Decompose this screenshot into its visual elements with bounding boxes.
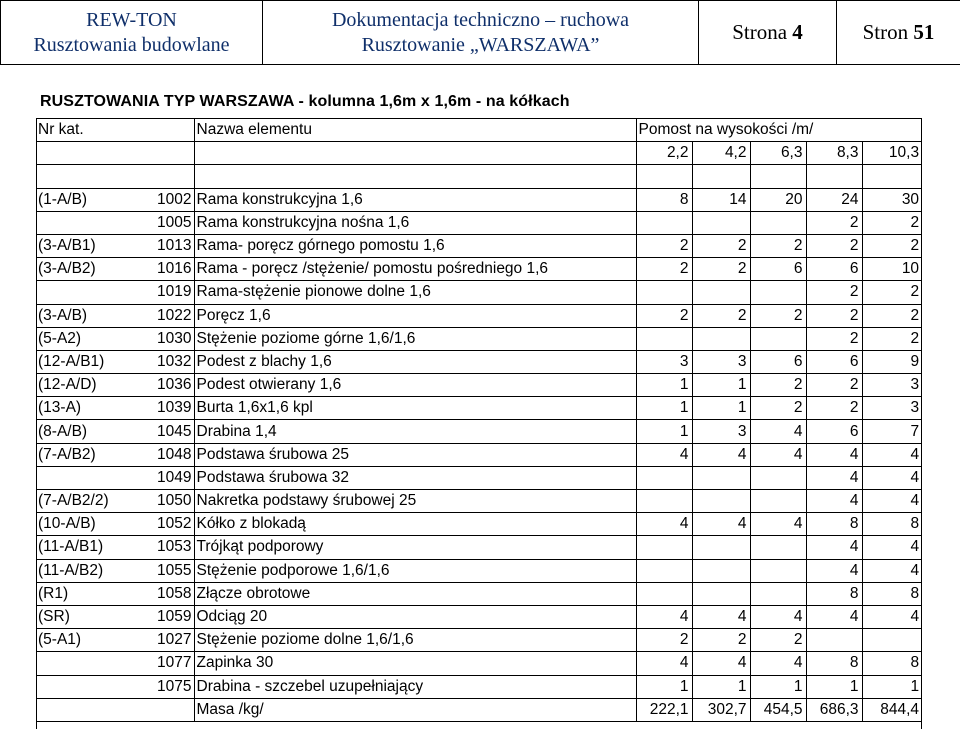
quantity-cell: 4 — [862, 559, 922, 582]
spacer-cell — [194, 165, 636, 188]
quantity-cell: 2 — [862, 211, 922, 234]
element-name: Podstawa śrubowa 25 — [194, 443, 636, 466]
quantity-cell: 2 — [862, 327, 922, 350]
parts-table — [36, 118, 922, 722]
table-row — [36, 559, 922, 582]
catalog-number — [36, 211, 132, 234]
page-number-cell — [699, 1, 837, 65]
quantity-cell: 2 — [750, 629, 806, 652]
table-header-row — [36, 119, 922, 142]
element-id: 1039 — [132, 397, 194, 420]
quantity-cell: 3 — [862, 397, 922, 420]
quantity-cell: 4 — [862, 536, 922, 559]
element-id: 1059 — [132, 605, 194, 628]
quantity-cell: 2 — [806, 304, 862, 327]
height-value: 6,3 — [750, 142, 806, 165]
quantity-cell — [636, 211, 692, 234]
element-id: 1005 — [132, 211, 194, 234]
quantity-cell: 3 — [862, 374, 922, 397]
height-value: 10,3 — [862, 142, 922, 165]
quantity-cell — [636, 536, 692, 559]
table-row — [36, 443, 922, 466]
quantity-cell — [636, 559, 692, 582]
catalog-number — [36, 281, 132, 304]
quantity-cell: 4 — [750, 420, 806, 443]
quantity-cell — [692, 327, 750, 350]
quantity-cell: 24 — [806, 188, 862, 211]
element-name: Burta 1,6x1,6 kpl — [194, 397, 636, 420]
table-row — [36, 304, 922, 327]
catalog-number — [36, 466, 132, 489]
quantity-cell: 2 — [750, 397, 806, 420]
table-row — [36, 675, 922, 698]
spacer-cell — [806, 165, 862, 188]
quantity-cell — [692, 281, 750, 304]
pages-label: Stron — [862, 20, 909, 44]
spacer-cell — [692, 165, 750, 188]
quantity-cell: 4 — [862, 466, 922, 489]
element-name: Poręcz 1,6 — [194, 304, 636, 327]
quantity-cell: 1 — [636, 374, 692, 397]
quantity-cell — [692, 582, 750, 605]
quantity-cell: 7 — [862, 420, 922, 443]
catalog-number: (7-A/B2/2) — [36, 490, 132, 513]
element-name: Podest otwierany 1,6 — [194, 374, 636, 397]
quantity-cell — [750, 559, 806, 582]
mass-value: 222,1 — [636, 698, 692, 721]
quantity-cell: 4 — [862, 443, 922, 466]
quantity-cell: 2 — [806, 211, 862, 234]
quantity-cell: 3 — [692, 350, 750, 373]
element-name: Rama - poręcz /stężenie/ pomostu pośredniego 1,6 — [194, 258, 636, 281]
catalog-number: (3-A/B2) — [36, 258, 132, 281]
quantity-cell: 6 — [750, 350, 806, 373]
quantity-cell: 1 — [636, 397, 692, 420]
quantity-cell: 2 — [862, 281, 922, 304]
element-name: Drabina 1,4 — [194, 420, 636, 443]
catalog-number: (3-A/B1) — [36, 234, 132, 257]
mass-blank-id — [132, 698, 194, 721]
quantity-cell: 2 — [636, 234, 692, 257]
quantity-cell: 2 — [806, 327, 862, 350]
quantity-cell: 30 — [862, 188, 922, 211]
catalog-number: (10-A/B) — [36, 513, 132, 536]
element-name: Podest z blachy 1,6 — [194, 350, 636, 373]
catalog-number: (5-A1) — [36, 629, 132, 652]
quantity-cell: 8 — [806, 652, 862, 675]
quantity-cell: 2 — [750, 304, 806, 327]
table-row — [36, 374, 922, 397]
element-id: 1032 — [132, 350, 194, 373]
document-cell — [263, 1, 699, 65]
catalog-number: (12-A/D) — [36, 374, 132, 397]
element-id: 1045 — [132, 420, 194, 443]
page-total-cell — [837, 1, 960, 65]
element-id: 1036 — [132, 374, 194, 397]
table-row — [36, 536, 922, 559]
catalog-number: (8-A/B) — [36, 420, 132, 443]
quantity-cell: 2 — [806, 397, 862, 420]
quantity-cell: 4 — [806, 466, 862, 489]
quantity-cell: 4 — [636, 443, 692, 466]
page-label: Strona — [732, 20, 788, 44]
quantity-cell: 6 — [806, 420, 862, 443]
element-id: 1075 — [132, 675, 194, 698]
quantity-cell — [692, 490, 750, 513]
quantity-cell: 8 — [862, 582, 922, 605]
height-value: 8,3 — [806, 142, 862, 165]
pages-total: 51 — [913, 20, 935, 44]
element-name: Rama-stężenie pionowe dolne 1,6 — [194, 281, 636, 304]
element-id: 1013 — [132, 234, 194, 257]
element-id: 1049 — [132, 466, 194, 489]
quantity-cell: 6 — [806, 258, 862, 281]
element-id: 1077 — [132, 652, 194, 675]
quantity-cell: 4 — [636, 652, 692, 675]
quantity-cell — [636, 327, 692, 350]
element-name: Rama- poręcz górnego pomostu 1,6 — [194, 234, 636, 257]
table-row — [36, 281, 922, 304]
element-name: Rama konstrukcyjna 1,6 — [194, 188, 636, 211]
quantity-cell: 1 — [636, 675, 692, 698]
heights-blank-cat — [36, 142, 132, 165]
catalog-number: (R1) — [36, 582, 132, 605]
quantity-cell — [750, 281, 806, 304]
quantity-cell: 4 — [692, 443, 750, 466]
quantity-cell: 4 — [806, 490, 862, 513]
mass-value: 686,3 — [806, 698, 862, 721]
catalog-number: (7-A/B2) — [36, 443, 132, 466]
height-value: 2,2 — [636, 142, 692, 165]
catalog-number: (11-A/B2) — [36, 559, 132, 582]
element-name: Trójkąt podporowy — [194, 536, 636, 559]
quantity-cell: 4 — [692, 513, 750, 536]
quantity-cell: 14 — [692, 188, 750, 211]
quantity-cell: 2 — [862, 304, 922, 327]
table-row — [36, 327, 922, 350]
document-title: Dokumentacja techniczno – ruchowa — [331, 8, 630, 31]
catalog-number — [36, 652, 132, 675]
element-id: 1055 — [132, 559, 194, 582]
element-name: Rama konstrukcyjna nośna 1,6 — [194, 211, 636, 234]
quantity-cell — [750, 490, 806, 513]
element-name: Złącze obrotowe — [194, 582, 636, 605]
quantity-cell — [636, 281, 692, 304]
table-heights-row — [36, 142, 922, 165]
quantity-cell: 4 — [636, 605, 692, 628]
spacer-cell — [636, 165, 692, 188]
quantity-cell: 2 — [806, 234, 862, 257]
table-row — [36, 513, 922, 536]
table-row — [36, 234, 922, 257]
element-id: 1016 — [132, 258, 194, 281]
mass-value: 454,5 — [750, 698, 806, 721]
header-id-blank — [132, 119, 194, 142]
mass-blank-cat — [36, 698, 132, 721]
quantity-cell: 3 — [636, 350, 692, 373]
quantity-cell: 4 — [806, 605, 862, 628]
catalog-number: (3-A/B) — [36, 304, 132, 327]
quantity-cell: 8 — [862, 513, 922, 536]
quantity-cell: 1 — [692, 675, 750, 698]
element-name: Kółko z blokadą — [194, 513, 636, 536]
quantity-cell — [636, 582, 692, 605]
element-id: 1019 — [132, 281, 194, 304]
quantity-cell: 2 — [636, 629, 692, 652]
element-name: Odciąg 20 — [194, 605, 636, 628]
quantity-cell: 8 — [636, 188, 692, 211]
quantity-cell: 3 — [692, 420, 750, 443]
quantity-cell: 4 — [750, 605, 806, 628]
header-catalog-number: Nr kat. — [36, 119, 132, 142]
quantity-cell: 4 — [750, 443, 806, 466]
quantity-cell: 2 — [692, 629, 750, 652]
quantity-cell: 1 — [806, 675, 862, 698]
mass-value: 302,7 — [692, 698, 750, 721]
quantity-cell: 1 — [692, 374, 750, 397]
element-name: Drabina - szczebel uzupełniający — [194, 675, 636, 698]
quantity-cell: 4 — [806, 536, 862, 559]
element-name: Stężenie poziome górne 1,6/1,6 — [194, 327, 636, 350]
quantity-cell — [636, 490, 692, 513]
table-row — [36, 466, 922, 489]
header-element-name: Nazwa elementu — [194, 119, 636, 142]
quantity-cell — [750, 466, 806, 489]
element-id: 1052 — [132, 513, 194, 536]
quantity-cell: 2 — [750, 234, 806, 257]
quantity-cell — [692, 211, 750, 234]
spacer-cell — [862, 165, 922, 188]
quantity-cell: 1 — [692, 397, 750, 420]
quantity-cell: 8 — [862, 652, 922, 675]
quantity-cell: 2 — [692, 234, 750, 257]
table-row — [36, 211, 922, 234]
quantity-cell: 2 — [862, 234, 922, 257]
quantity-cell — [750, 536, 806, 559]
quantity-cell: 8 — [806, 582, 862, 605]
quantity-cell: 4 — [862, 490, 922, 513]
table-row — [36, 605, 922, 628]
table-row — [36, 629, 922, 652]
table-spacer-row — [36, 165, 922, 188]
catalog-number — [36, 675, 132, 698]
quantity-cell: 6 — [806, 350, 862, 373]
element-id: 1027 — [132, 629, 194, 652]
page-header — [0, 0, 960, 65]
catalog-number: (12-A/B1) — [36, 350, 132, 373]
element-name: Stężenie poziome dolne 1,6/1,6 — [194, 629, 636, 652]
heights-blank-name — [194, 142, 636, 165]
quantity-cell: 2 — [806, 281, 862, 304]
sheet-title: RUSZTOWANIA TYP WARSZAWA - kolumna 1,6m x 1,6m - na kółkach — [40, 93, 570, 110]
quantity-cell: 2 — [692, 258, 750, 281]
element-name: Podstawa śrubowa 32 — [194, 466, 636, 489]
table-row — [36, 350, 922, 373]
mass-row — [36, 698, 922, 721]
table-row — [36, 420, 922, 443]
quantity-cell: 8 — [806, 513, 862, 536]
quantity-cell: 4 — [692, 605, 750, 628]
quantity-cell: 10 — [862, 258, 922, 281]
element-name: Zapinka 30 — [194, 652, 636, 675]
element-id: 1022 — [132, 304, 194, 327]
quantity-cell — [692, 466, 750, 489]
element-id: 1050 — [132, 490, 194, 513]
table-row — [36, 258, 922, 281]
element-name: Nakretka podstawy śrubowej 25 — [194, 490, 636, 513]
height-value: 4,2 — [692, 142, 750, 165]
header-platform-height: Pomost na wysokości /m/ — [636, 119, 922, 142]
quantity-cell: 9 — [862, 350, 922, 373]
quantity-cell: 2 — [806, 374, 862, 397]
table-row — [36, 188, 922, 211]
catalog-number: (1-A/B) — [36, 188, 132, 211]
quantity-cell — [750, 582, 806, 605]
quantity-cell: 4 — [636, 513, 692, 536]
table-row — [36, 582, 922, 605]
quantity-cell: 2 — [636, 258, 692, 281]
quantity-cell — [750, 327, 806, 350]
spacer-cell — [36, 165, 132, 188]
table-row — [36, 397, 922, 420]
quantity-cell: 2 — [750, 374, 806, 397]
quantity-cell: 4 — [692, 652, 750, 675]
quantity-cell — [692, 559, 750, 582]
quantity-cell — [636, 466, 692, 489]
spacer-cell — [132, 165, 194, 188]
element-id: 1002 — [132, 188, 194, 211]
quantity-cell: 6 — [750, 258, 806, 281]
catalog-number: (13-A) — [36, 397, 132, 420]
quantity-cell: 1 — [862, 675, 922, 698]
quantity-cell — [806, 629, 862, 652]
quantity-cell: 4 — [750, 652, 806, 675]
quantity-cell: 2 — [636, 304, 692, 327]
element-id: 1048 — [132, 443, 194, 466]
page-number: 4 — [792, 20, 803, 44]
mass-value: 844,4 — [862, 698, 922, 721]
element-id: 1053 — [132, 536, 194, 559]
element-name: Stężenie podporowe 1,6/1,6 — [194, 559, 636, 582]
catalog-number: (11-A/B1) — [36, 536, 132, 559]
spacer-cell — [750, 165, 806, 188]
table-row — [36, 652, 922, 675]
company-name: REW-TON — [86, 8, 177, 31]
element-id: 1058 — [132, 582, 194, 605]
document-subtitle: Rusztowanie „WARSZAWA” — [361, 33, 600, 56]
quantity-cell — [692, 536, 750, 559]
quantity-cell: 2 — [692, 304, 750, 327]
quantity-cell: 4 — [806, 559, 862, 582]
catalog-number: (SR) — [36, 605, 132, 628]
quantity-cell — [862, 629, 922, 652]
quantity-cell — [750, 211, 806, 234]
table-row — [36, 490, 922, 513]
company-cell — [1, 1, 263, 65]
quantity-cell: 4 — [806, 443, 862, 466]
quantity-cell: 1 — [636, 420, 692, 443]
quantity-cell: 4 — [750, 513, 806, 536]
company-subtitle: Rusztowania budowlane — [33, 33, 230, 56]
quantity-cell: 20 — [750, 188, 806, 211]
quantity-cell: 4 — [862, 605, 922, 628]
quantity-cell: 1 — [750, 675, 806, 698]
element-id: 1030 — [132, 327, 194, 350]
catalog-number: (5-A2) — [36, 327, 132, 350]
mass-label: Masa /kg/ — [194, 698, 636, 721]
heights-blank-id — [132, 142, 194, 165]
